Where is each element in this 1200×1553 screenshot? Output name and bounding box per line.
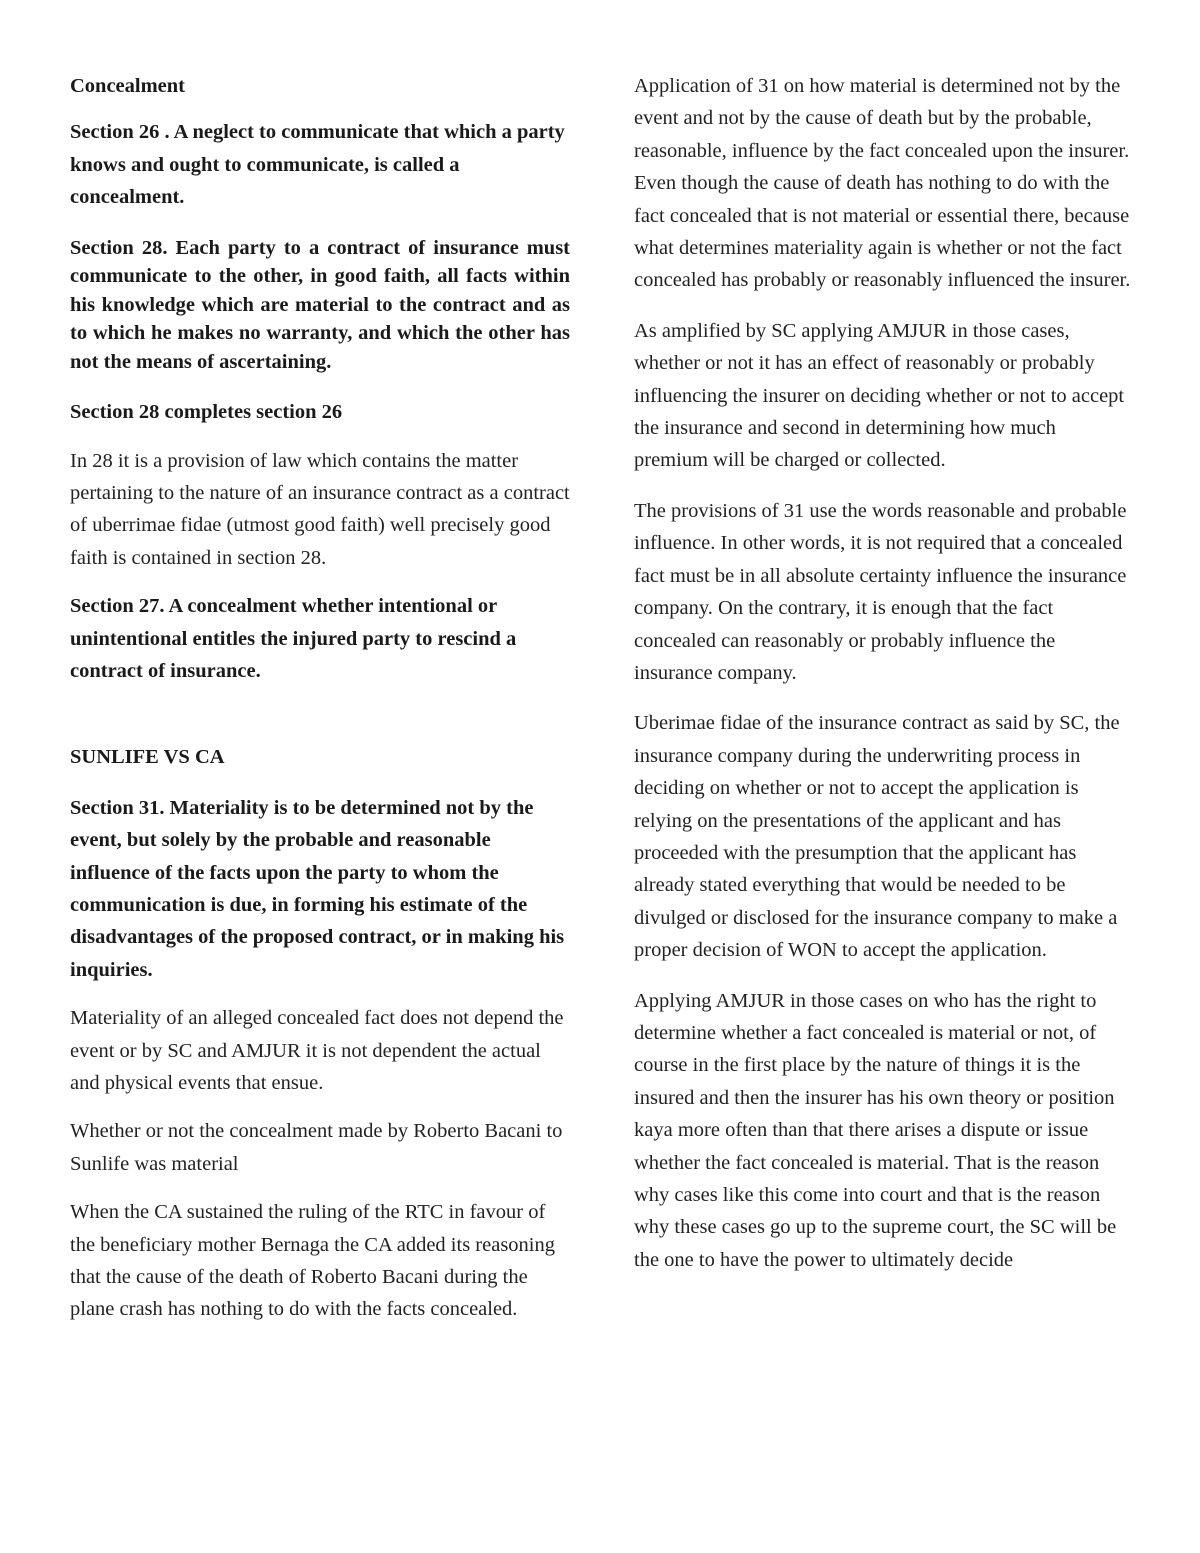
left-column: [70, 70, 570, 1344]
application-paragraph: Application of 31 on how material is determined not by the event and not by the cause of death but by the probable, reasonable, influence by the fact concealed upon the insurer. Even though the cause of death has nothing to do with the fact concealed that is not material or essential there, because what determines materiality again is whether or not the fact concealed has probably or reasonably influenced the insurer.: [634, 75, 1131, 292]
section-26-paragraph: Section 26 . A neglect to communicate that which a party knows and ought to communicate, is called a concealment.: [70, 121, 565, 209]
uberimae-paragraph: Uberimae fidae of the insurance contract as said by SC, the insurance company during the underwriting process in deciding on whether or not to accept the application is relying on the presentations of the applicant and has proceeded with the presumption that the applicant has already stated everything that would be needed to be divulged or disclosed for the insurance company to make a proper decision of WON to accept the application.: [634, 712, 1120, 962]
document-title: Concealment: [70, 75, 186, 97]
section-spacer: [70, 705, 570, 741]
section-28-note: Section 28 completes section 26: [70, 401, 343, 424]
right-column: [634, 70, 1134, 1294]
materiality-paragraph: Materiality of an alleged concealed fact does not depend the event or by SC and AMJUR it is not dependent the actual and physical events that ensue.: [70, 1007, 564, 1095]
amplified-paragraph: As amplified by SC applying AMJUR in those cases, whether or not it has an effect of reasonably or probably influencing the insurer on deciding whether or not to accept the insurance and second in determining how much premium will be charged or collected.: [634, 319, 1125, 472]
ca-ruling-paragraph: When the CA sustained the ruling of the RTC in favour of the beneficiary mother Bernaga the CA added its reasoning that the cause of the death of Roberto Bacani during the plane crash has nothing to do with the facts concealed.: [70, 1201, 556, 1321]
applying-paragraph: Applying AMJUR in those cases on who has the right to determine whether a fact concealed is material or not, of course in the first place by the nature of things it is the insured and then the insurer has his own theory or position kaya more often than that there arises a dispute or issue whether the fact concealed is material. That is the reason why cases like this come into court and that is the reason why these cases go up to the supreme court, the SC will be the one to have the power to ultimately decide: [634, 989, 1117, 1271]
section-28-explanation: In 28 it is a provision of law which contains the matter pertaining to the nature of an insurance contract as a contract of uberrimae fidae (utmost good faith) well precisely good faith is contained in section 28.: [70, 449, 570, 569]
issue-paragraph: Whether or not the concealment made by Roberto Bacani to Sunlife was material: [70, 1120, 563, 1175]
section-27-paragraph: Section 27. A concealment whether intentional or unintentional entitles the injured party to rescind a contract of insurance.: [70, 595, 517, 682]
section-31-paragraph: Section 31. Materiality is to be determined not by the event, but solely by the probable and reasonable influence of the facts upon the party to whom the communication is due, in forming his estimate of the disadvantages of the proposed contract, or in making his inquiries.: [70, 796, 565, 981]
provisions-paragraph: The provisions of 31 use the words reasonable and probable influence. In other words, it is not required that a concealed fact must be in all absolute certainty influence the insurance company. On the contrary, it is enough that the fact concealed can reasonably or probably influence the insurance company.: [634, 499, 1127, 684]
section-28-paragraph: Section 28. Each party to a contract of insurance must communicate to the other, in good faith, all facts within his knowledge which are material to the contract and as to which he makes no warranty, and which the other has not the means of ascertaining.: [70, 236, 570, 373]
case-title: SUNLIFE VS CA: [70, 746, 225, 769]
